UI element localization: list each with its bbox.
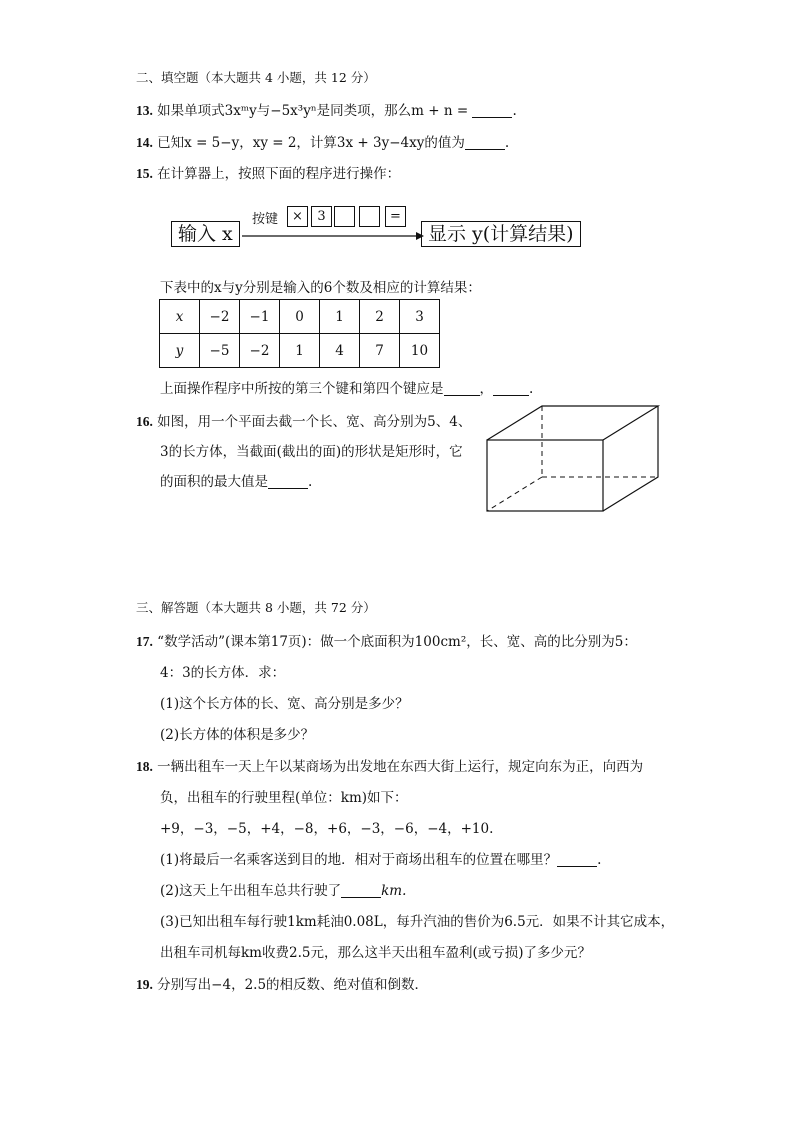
key-multiply: × <box>287 206 308 227</box>
table-cell: 7 <box>360 334 400 368</box>
question-number: 13. <box>136 103 153 118</box>
separator: ， <box>479 381 493 397</box>
question-13 <box>136 99 517 119</box>
question-19 <box>136 973 428 993</box>
question-text: 已知x = 5−y，xy = 2，计算3x + 3y−4xy的值为 <box>157 135 465 151</box>
table-cell: −2 <box>240 334 280 368</box>
question-18-sub-3-line-1: (3)已知出租车每行驶1km耗油0.08L，每升汽油的售价为6.5元．如果不计其它成本， <box>160 914 675 930</box>
question-end: . <box>529 381 534 397</box>
table-cell: 1 <box>320 300 360 334</box>
question-17-sub-2: (2)长方体的体积是多少？ <box>160 727 315 743</box>
answer-blank-1 <box>444 381 480 396</box>
question-end: . <box>308 474 313 490</box>
question-18-sub-3-line-2: 出租车司机每km收费2.5元，那么这半天出租车盈利(或亏损)了多少元？ <box>160 945 591 961</box>
question-text: “数学活动”(课本第17页)：做一个底面积为100cm²，长、宽、高的比分别为5： <box>157 634 637 650</box>
table-cell: 2 <box>360 300 400 334</box>
question-18-line-2: 负，出租车的行驶里程(单位：km)如下： <box>160 790 408 806</box>
question-text: 如果单项式3xᵐy与−5x³yⁿ是同类项，那么m + n = <box>157 103 473 119</box>
flow-arrow <box>242 226 442 246</box>
question-number: 18. <box>136 759 153 774</box>
xy-table <box>159 299 440 368</box>
question-18-line-1 <box>136 755 643 775</box>
question-end: . <box>512 103 517 119</box>
key-equals: = <box>385 206 406 227</box>
question-end: . <box>597 852 602 868</box>
input-box: 输入 x <box>171 221 240 247</box>
question-text: 分别写出−4，2.5的相反数、绝对值和倒数． <box>157 977 429 993</box>
question-16-line-3 <box>160 470 312 490</box>
question-17-sub-1: (1)这个长方体的长、宽、高分别是多少？ <box>160 696 409 712</box>
question-14 <box>136 131 509 151</box>
question-number: 17. <box>136 634 153 649</box>
table-cell: 4 <box>320 334 360 368</box>
answer-blank <box>341 883 381 898</box>
table-intro: 下表中的x与y分别是输入的6个数及相应的计算结果： <box>160 280 481 296</box>
table-cell: −5 <box>200 334 240 368</box>
table-cell: 1 <box>280 334 320 368</box>
table-header-x: x <box>160 300 200 334</box>
table-cell: 10 <box>400 334 440 368</box>
question-text: 上面操作程序中所按的第三个键和第四个键应是 <box>160 381 444 397</box>
question-18-data: +9，−3，−5，+4，−8，+6，−3，−6，−4，+10. <box>160 821 494 837</box>
answer-blank <box>268 474 308 489</box>
table-cell: −1 <box>240 300 280 334</box>
question-text: 的面积的最大值是 <box>160 474 268 490</box>
section-3-heading: 三、解答题（本大题共 8 小题，共 72 分） <box>136 600 376 615</box>
table-cell: 0 <box>280 300 320 334</box>
question-text: 如图，用一个平面去截一个长、宽、高分别为5、4、 <box>157 414 472 430</box>
table-header-y: y <box>160 334 200 368</box>
question-18-sub-2 <box>160 879 406 899</box>
question-text: (1)将最后一名乘客送到目的地．相对于商场出租车的位置在哪里？ <box>160 852 558 868</box>
answer-blank <box>465 135 505 150</box>
table-cell: −2 <box>200 300 240 334</box>
question-number: 16. <box>136 414 153 429</box>
table-cell: 3 <box>400 300 440 334</box>
section-2-heading: 二、填空题（本大题共 4 小题，共 12 分） <box>136 70 376 85</box>
question-16-line-1 <box>136 410 471 430</box>
table-row-x <box>160 300 440 334</box>
output-box: 显示 y(计算结果) <box>421 221 581 247</box>
answer-blank-2 <box>493 381 529 396</box>
question-text: 一辆出租车一天上午以某商场为出发地在东西大街上运行，规定向东为正，向西为 <box>157 759 644 775</box>
question-17-line-2: 4：3的长方体．求： <box>160 665 286 681</box>
keys-label: 按键 <box>252 212 279 227</box>
question-17-line-1 <box>136 630 637 650</box>
question-15-answer-line <box>160 377 533 397</box>
question-text: 在计算器上，按照下面的程序进行操作： <box>157 166 401 182</box>
question-18-sub-1 <box>160 848 601 868</box>
key-fourth-blank <box>359 206 380 227</box>
question-text: (2)这天上午出租车总共行驶了 <box>160 883 342 899</box>
key-third-blank <box>334 206 355 227</box>
unit-km: km. <box>381 883 407 899</box>
cuboid-figure <box>482 400 672 520</box>
question-number: 15. <box>136 166 153 181</box>
table-row-y <box>160 334 440 368</box>
answer-blank <box>472 103 512 118</box>
question-number: 14. <box>136 135 153 150</box>
question-number: 19. <box>136 977 153 992</box>
question-end: . <box>504 135 510 151</box>
key-three: 3 <box>311 206 332 227</box>
answer-blank <box>557 852 597 867</box>
question-15 <box>136 162 400 182</box>
question-16-line-2: 3的长方体，当截面(截出的面)的形状是矩形时，它 <box>160 444 463 460</box>
